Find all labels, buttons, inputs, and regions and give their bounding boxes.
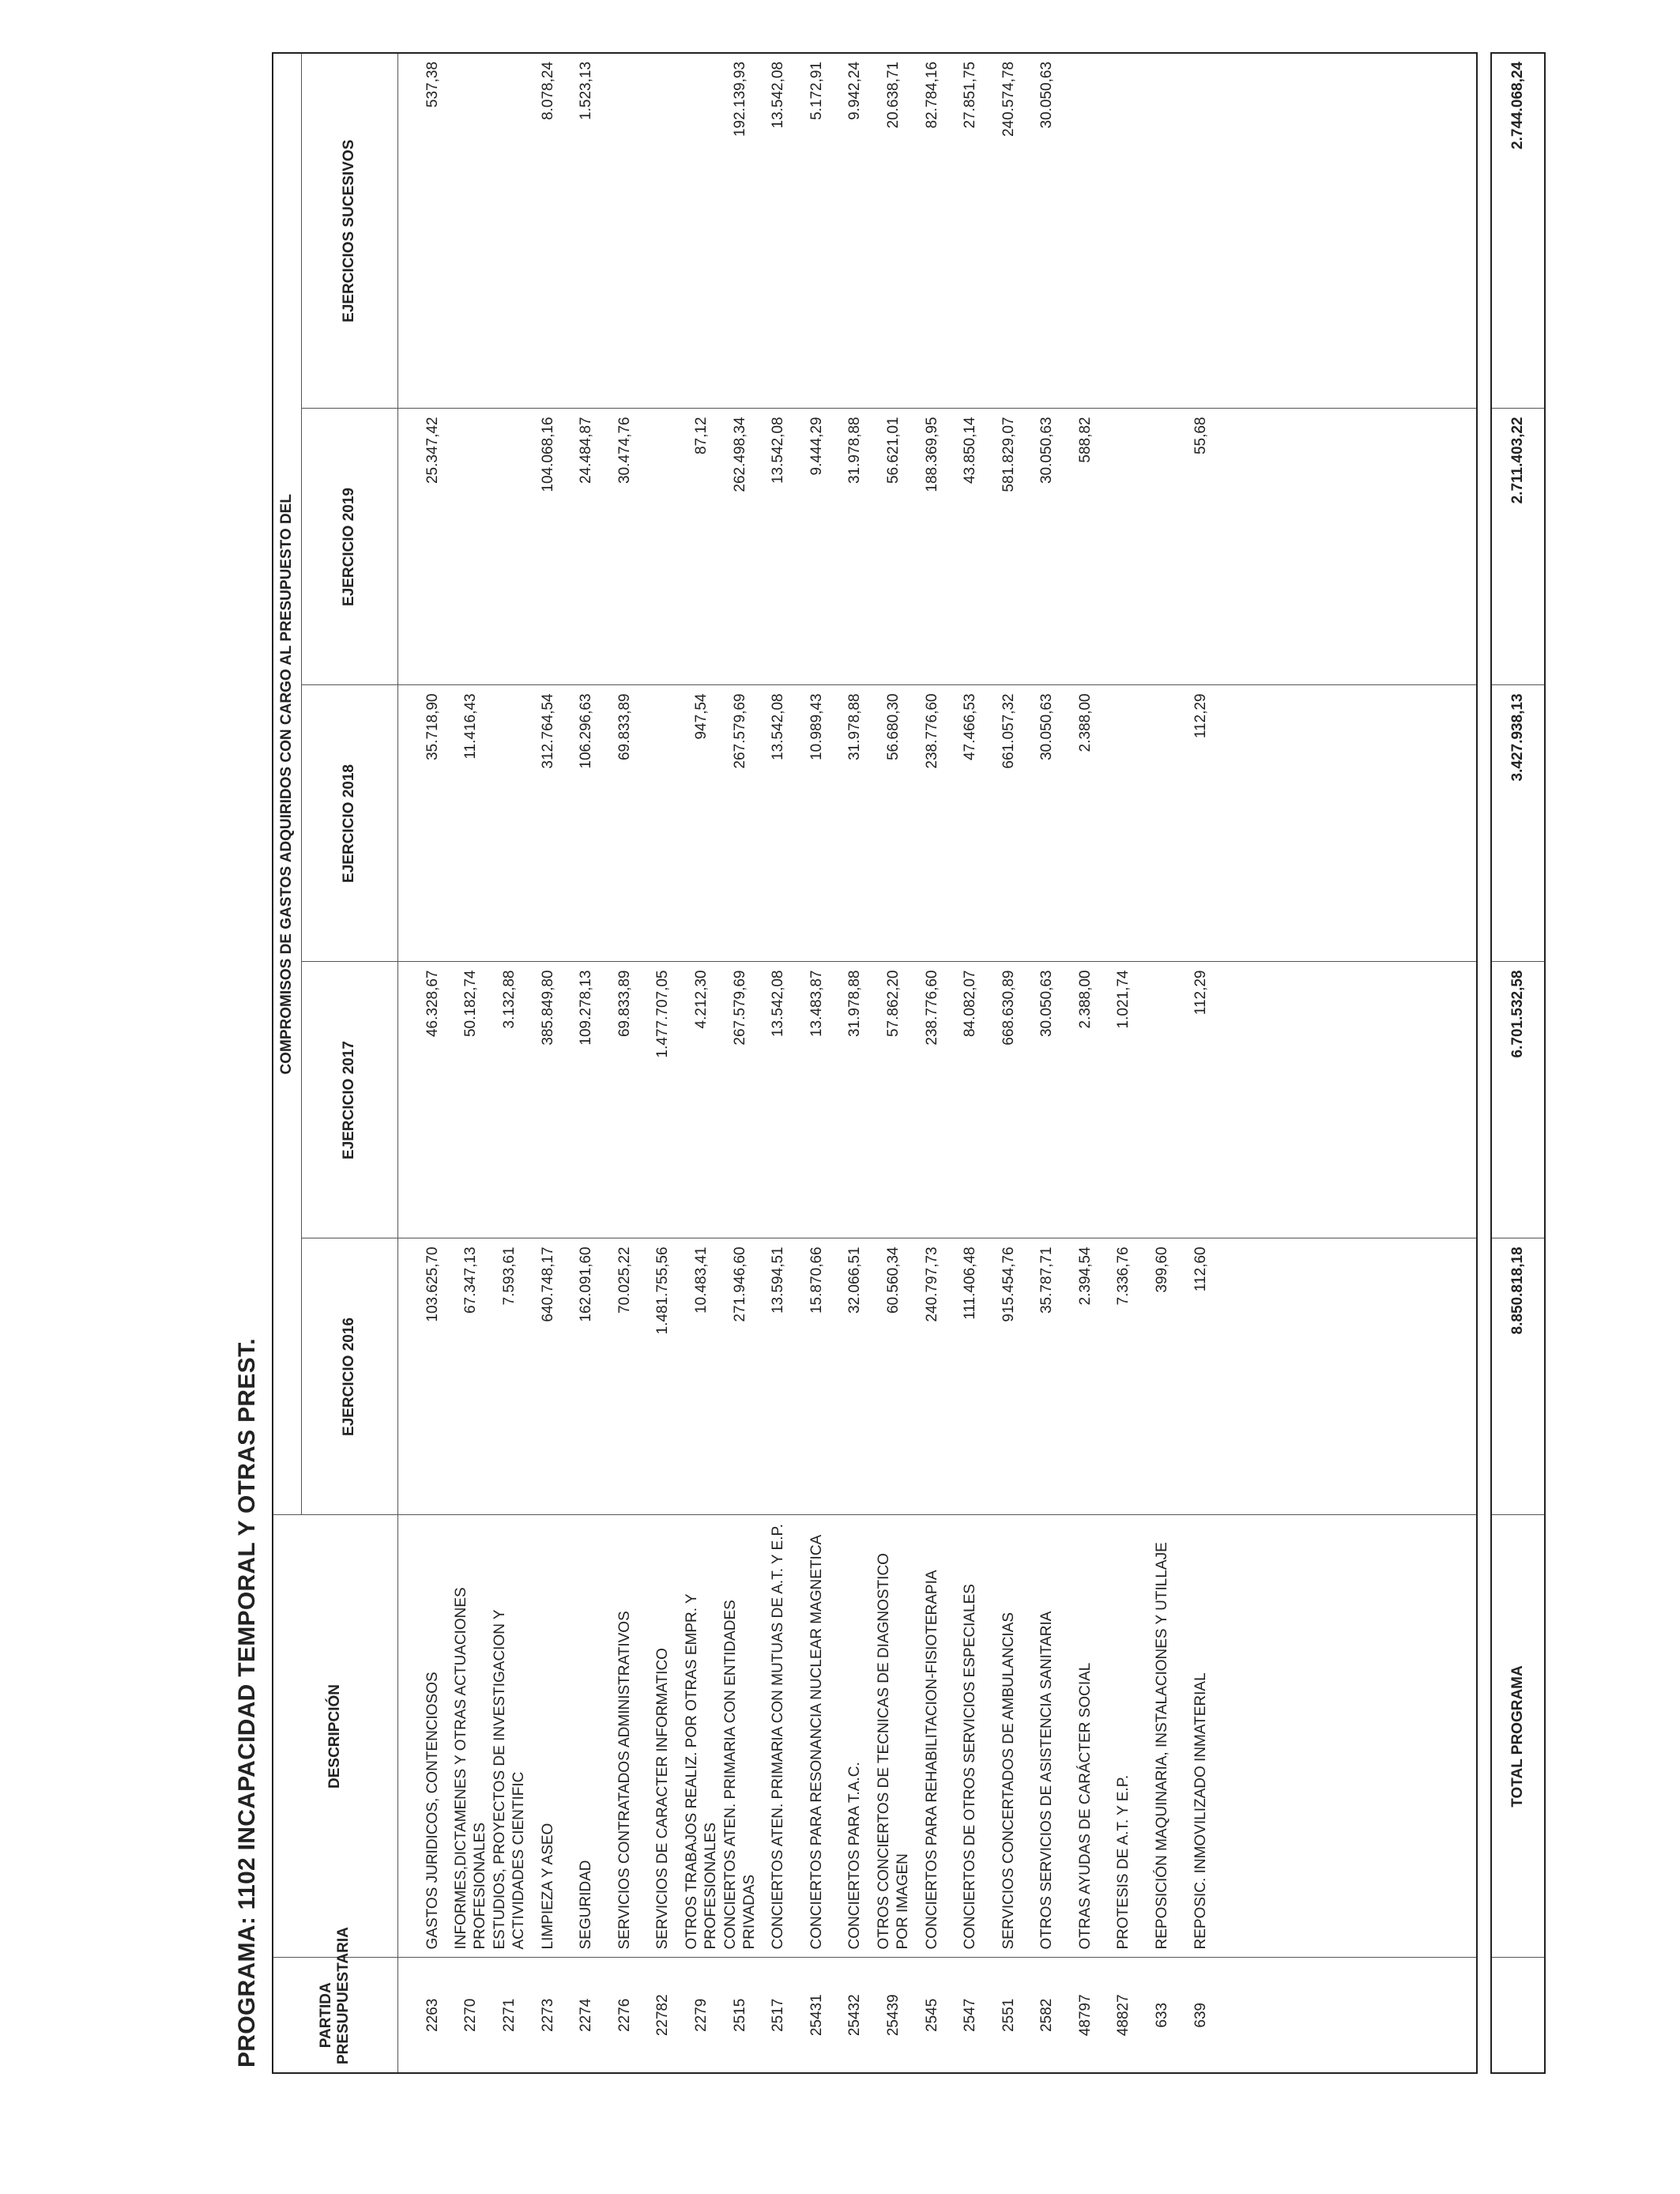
ejercicios-sucesivos-cell [1067,53,1106,409]
ejercicio-2018-cell: 661.057,32 [989,685,1028,962]
table-row [836,53,875,2073]
ejercicio-2017-cell: 57.862,20 [875,962,913,1238]
ejercicio-2018-cell: 112,29 [1181,685,1220,962]
table-row [1105,53,1143,2073]
filler-cell [1220,1238,1477,1515]
descripcion-cell: CONCIERTOS ATEN. PRIMARIA CON MUTUAS DE A.T. Y E.P. [759,1515,798,1958]
ejercicio-2016-cell: 1.481.755,56 [644,1238,683,1515]
table-row [1143,53,1182,2073]
ejercicio-2017-cell: 267.579,69 [721,962,759,1238]
descripcion-cell: REPOSIC. INMOVILIZADO INMATERIAL [1181,1515,1220,1958]
ejercicio-2018-cell: 11.416,43 [452,685,491,962]
ejercicio-2018-cell: 56.680,30 [875,685,913,962]
partida-cell: 2279 [683,1958,721,2073]
partida-cell: 2274 [567,1958,606,2073]
partida-cell: 25431 [797,1958,836,2073]
partida-cell: 2551 [989,1958,1028,2073]
ejercicio-2019-cell [1105,409,1143,685]
table-row [1067,53,1106,2073]
ejercicio-2017-cell: 13.483,87 [797,962,836,1238]
ejercicio-2016-cell: 2.394,54 [1067,1238,1106,1515]
ejercicios-sucesivos-cell: 192.139,93 [721,53,759,409]
ejercicios-sucesivos-cell [1143,53,1182,409]
filler-cell [1220,1958,1477,2073]
table-row [529,53,567,2073]
total-2016: 8.850.818,18 [1491,1238,1545,1515]
filler-row [1220,53,1477,2073]
descripcion-cell: SERVICIOS CONCERTADOS DE AMBULANCIAS [989,1515,1028,1958]
ejercicios-sucesivos-cell: 5.172,91 [797,53,836,409]
descripcion-cell: LIMPIEZA Y ASEO [529,1515,567,1958]
partida-cell: 2276 [605,1958,644,2073]
table-row [721,53,759,2073]
ejercicio-2016-cell: 35.787,71 [1028,1238,1067,1515]
descripcion-cell: OTROS SERVICIOS DE ASISTENCIA SANITARIA [1028,1515,1067,1958]
filler-cell [1220,685,1477,962]
ejercicio-2018-cell: 2.388,00 [1067,685,1106,962]
ejercicio-2019-cell [1143,409,1182,685]
ejercicio-2017-cell: 30.050,63 [1028,962,1067,1238]
ejercicio-2016-cell: 112,60 [1181,1238,1220,1515]
partida-cell: 2263 [397,1958,452,2073]
table-row [567,53,606,2073]
ejercicios-sucesivos-cell: 1.523,13 [567,53,606,409]
filler-cell [1220,409,1477,685]
table-row [491,53,529,2073]
total-row [1490,52,1546,2074]
ejercicio-2018-cell: 47.466,53 [951,685,990,962]
page-title: PROGRAMA: 1102 INCAPACIDAD TEMPORAL Y OTRAS PREST. [234,1338,260,2068]
ejercicio-2017-cell [1143,962,1182,1238]
ejercicio-2017-cell: 69.833,89 [605,962,644,1238]
partida-cell: 48797 [1067,1958,1106,2073]
ejercicio-2017-cell: 2.388,00 [1067,962,1106,1238]
ejercicios-sucesivos-cell: 537,38 [397,53,452,409]
ejercicio-2016-cell: 399,60 [1143,1238,1182,1515]
ejercicio-2018-cell: 10.989,43 [797,685,836,962]
descripcion-cell: SERVICIOS CONTRATADOS ADMINISTRATIVOS [605,1515,644,1958]
ejercicio-2019-cell: 56.621,01 [875,409,913,685]
ejercicio-2019-cell: 30.050,63 [1028,409,1067,685]
ejercicio-2018-cell: 106.296,63 [567,685,606,962]
ejercicio-2017-cell: 668.630,89 [989,962,1028,1238]
partida-cell: 25439 [875,1958,913,2073]
total-2018: 3.427.938,13 [1491,685,1545,962]
total-sucesivos: 2.744.068,24 [1491,53,1545,409]
ejercicio-2016-cell: 162.091,60 [567,1238,606,1515]
total-empty-cell [1491,1958,1545,2073]
ejercicio-2017-cell: 50.182,74 [452,962,491,1238]
ejercicio-2019-cell: 87,12 [683,409,721,685]
ejercicio-2018-cell: 267.579,69 [721,685,759,962]
total-2019: 2.711.403,22 [1491,409,1545,685]
ejercicio-2017-cell: 46.328,67 [397,962,452,1238]
descripcion-cell: REPOSICIÓN MAQUINARIA, INSTALACIONES Y UTILLAJE [1143,1515,1182,1958]
table-body [397,53,1477,2073]
table-row [759,53,798,2073]
ejercicios-sucesivos-cell: 8.078,24 [529,53,567,409]
descripcion-cell: PROTESIS DE A.T. Y E.P. [1105,1515,1143,1958]
filler-cell [1220,1515,1477,1958]
ejercicios-sucesivos-cell [1181,53,1220,409]
ejercicio-2016-cell: 915.454,76 [989,1238,1028,1515]
partida-cell: 2582 [1028,1958,1067,2073]
table-row [989,53,1028,2073]
descripcion-cell: SEGURIDAD [567,1515,606,1958]
descripcion-cell: GASTOS JURIDICOS, CONTENCIOSOS [397,1515,452,1958]
table-row [951,53,990,2073]
ejercicio-2017-cell: 84.082,07 [951,962,990,1238]
ejercicio-2016-cell: 640.748,17 [529,1238,567,1515]
ejercicio-2018-cell: 31.978,88 [836,685,875,962]
ejercicio-2019-cell: 30.474,76 [605,409,644,685]
descripcion-cell: INFORMES,DICTAMENES Y OTRAS ACTUACIONES PROFESIONALES [452,1515,491,1958]
ejercicio-2019-cell [491,409,529,685]
total-label: TOTAL PROGRAMA [1491,1515,1545,1958]
descripcion-cell: OTRAS AYUDAS DE CARÁCTER SOCIAL [1067,1515,1106,1958]
ejercicio-2017-cell: 31.978,88 [836,962,875,1238]
ejercicios-sucesivos-cell: 27.851,75 [951,53,990,409]
table-row [875,53,913,2073]
ejercicio-2017-cell: 385.849,80 [529,962,567,1238]
ejercicio-2018-cell: 13.542,08 [759,685,798,962]
ejercicio-2019-cell: 262.498,34 [721,409,759,685]
partida-cell: 48827 [1105,1958,1143,2073]
ejercicios-sucesivos-cell: 30.050,63 [1028,53,1067,409]
ejercicios-sucesivos-cell: 13.542,08 [759,53,798,409]
descripcion-cell: OTROS TRABAJOS REALIZ. POR OTRAS EMPR. Y PROFESIONALES [683,1515,721,1958]
ejercicio-2019-cell: 25.347,42 [397,409,452,685]
ejercicio-2018-cell: 69.833,89 [605,685,644,962]
ejercicios-sucesivos-cell [452,53,491,409]
partida-cell: 2545 [913,1958,951,2073]
table-row [1181,53,1220,2073]
ejercicio-2016-cell: 70.025,22 [605,1238,644,1515]
header-descripcion: DESCRIPCIÓN [273,1515,397,1958]
ejercicio-2018-cell: 35.718,90 [397,685,452,962]
header-ejercicios-sucesivos: EJERCICIOS SUCESIVOS [301,53,397,409]
ejercicio-2018-cell: 947,54 [683,685,721,962]
ejercicio-2016-cell: 111.406,48 [951,1238,990,1515]
partida-cell: 2515 [721,1958,759,2073]
descripcion-cell: ESTUDIOS, PROYECTOS DE INVESTIGACION Y ACTIVIDADES CIENTIFIC [491,1515,529,1958]
ejercicios-sucesivos-cell [491,53,529,409]
ejercicio-2017-cell: 109.278,13 [567,962,606,1238]
ejercicios-sucesivos-cell [1105,53,1143,409]
ejercicio-2019-cell: 13.542,08 [759,409,798,685]
ejercicio-2016-cell: 103.625,70 [397,1238,452,1515]
ejercicio-2016-cell: 7.336,76 [1105,1238,1143,1515]
ejercicio-2018-cell [1143,685,1182,962]
descripcion-cell: CONCIERTOS DE OTROS SERVICIOS ESPECIALES [951,1515,990,1958]
ejercicio-2018-cell [1105,685,1143,962]
table-row [1028,53,1067,2073]
partida-cell: 2547 [951,1958,990,2073]
ejercicio-2017-cell: 3.132,88 [491,962,529,1238]
table-row [397,53,452,2073]
table-row [452,53,491,2073]
table-row [683,53,721,2073]
budget-table [272,52,1478,2074]
header-ejercicio-2016: EJERCICIO 2016 [301,1238,397,1515]
ejercicio-2019-cell: 588,82 [1067,409,1106,685]
ejercicios-sucesivos-cell: 82.784,16 [913,53,951,409]
ejercicio-2017-cell: 238.776,60 [913,962,951,1238]
ejercicios-sucesivos-cell: 240.574,78 [989,53,1028,409]
ejercicio-2019-cell [452,409,491,685]
ejercicio-2019-cell: 104.068,16 [529,409,567,685]
partida-cell: 639 [1181,1958,1220,2073]
ejercicio-2017-cell: 1.021,74 [1105,962,1143,1238]
ejercicio-2017-cell: 112,29 [1181,962,1220,1238]
ejercicios-sucesivos-cell: 20.638,71 [875,53,913,409]
descripcion-cell: CONCIERTOS PARA RESONANCIA NUCLEAR MAGNETICA [797,1515,836,1958]
partida-cell: 2271 [491,1958,529,2073]
table-row [797,53,836,2073]
ejercicio-2016-cell: 60.560,34 [875,1238,913,1515]
descripcion-cell: OTROS CONCIERTOS DE TECNICAS DE DIAGNOSTICO POR IMAGEN [875,1515,913,1958]
ejercicio-2016-cell: 67.347,13 [452,1238,491,1515]
descripcion-cell: CONCIERTOS ATEN. PRIMARIA CON ENTIDADES PRIVADAS [721,1515,759,1958]
ejercicio-2019-cell: 31.978,88 [836,409,875,685]
ejercicios-sucesivos-cell [644,53,683,409]
partida-cell: 22782 [644,1958,683,2073]
ejercicio-2017-cell: 4.212,30 [683,962,721,1238]
partida-cell: 2270 [452,1958,491,2073]
ejercicio-2017-cell: 1.477.707,05 [644,962,683,1238]
header-ejercicio-2018: EJERCICIO 2018 [301,685,397,962]
ejercicio-2019-cell: 9.444,29 [797,409,836,685]
header-partida: PARTIDA PRESUPUESTARIA [273,1958,397,2073]
ejercicio-2016-cell: 271.946,60 [721,1238,759,1515]
ejercicios-sucesivos-cell [683,53,721,409]
ejercicio-2019-cell: 43.850,14 [951,409,990,685]
ejercicio-2019-cell: 55,68 [1181,409,1220,685]
ejercicios-sucesivos-cell [605,53,644,409]
ejercicio-2018-cell: 312.764,54 [529,685,567,962]
table-row [644,53,683,2073]
ejercicio-2016-cell: 32.066,51 [836,1238,875,1515]
ejercicio-2017-cell: 13.542,08 [759,962,798,1238]
ejercicio-2019-cell [644,409,683,685]
ejercicio-2016-cell: 13.594,51 [759,1238,798,1515]
total-2017: 6.701.532,58 [1491,962,1545,1238]
descripcion-cell: CONCIERTOS PARA REHABILITACION-FISIOTERAPIA [913,1515,951,1958]
ejercicios-sucesivos-cell: 9.942,24 [836,53,875,409]
filler-cell [1220,962,1477,1238]
filler-cell [1220,53,1477,409]
descripcion-cell: SERVICIOS DE CARACTER INFORMATICO [644,1515,683,1958]
table-row [605,53,644,2073]
ejercicio-2018-cell: 30.050,63 [1028,685,1067,962]
partida-cell: 25432 [836,1958,875,2073]
header-group: COMPROMISOS DE GASTOS ADQUIRIDOS CON CARGO AL PRESUPUESTO DEL [273,53,301,1515]
table-row [913,53,951,2073]
ejercicio-2019-cell: 581.829,07 [989,409,1028,685]
ejercicio-2018-cell: 238.776,60 [913,685,951,962]
header-ejercicio-2017: EJERCICIO 2017 [301,962,397,1238]
header-ejercicio-2019: EJERCICIO 2019 [301,409,397,685]
partida-cell: 2517 [759,1958,798,2073]
descripcion-cell: CONCIERTOS PARA T.A.C. [836,1515,875,1958]
partida-cell: 2273 [529,1958,567,2073]
ejercicio-2019-cell: 24.484,87 [567,409,606,685]
ejercicio-2018-cell [644,685,683,962]
ejercicio-2018-cell [491,685,529,962]
ejercicio-2016-cell: 10.483,41 [683,1238,721,1515]
ejercicio-2016-cell: 240.797,73 [913,1238,951,1515]
partida-cell: 633 [1143,1958,1182,2073]
ejercicio-2016-cell: 15.870,66 [797,1238,836,1515]
ejercicio-2016-cell: 7.593,61 [491,1238,529,1515]
ejercicio-2019-cell: 188.369,95 [913,409,951,685]
